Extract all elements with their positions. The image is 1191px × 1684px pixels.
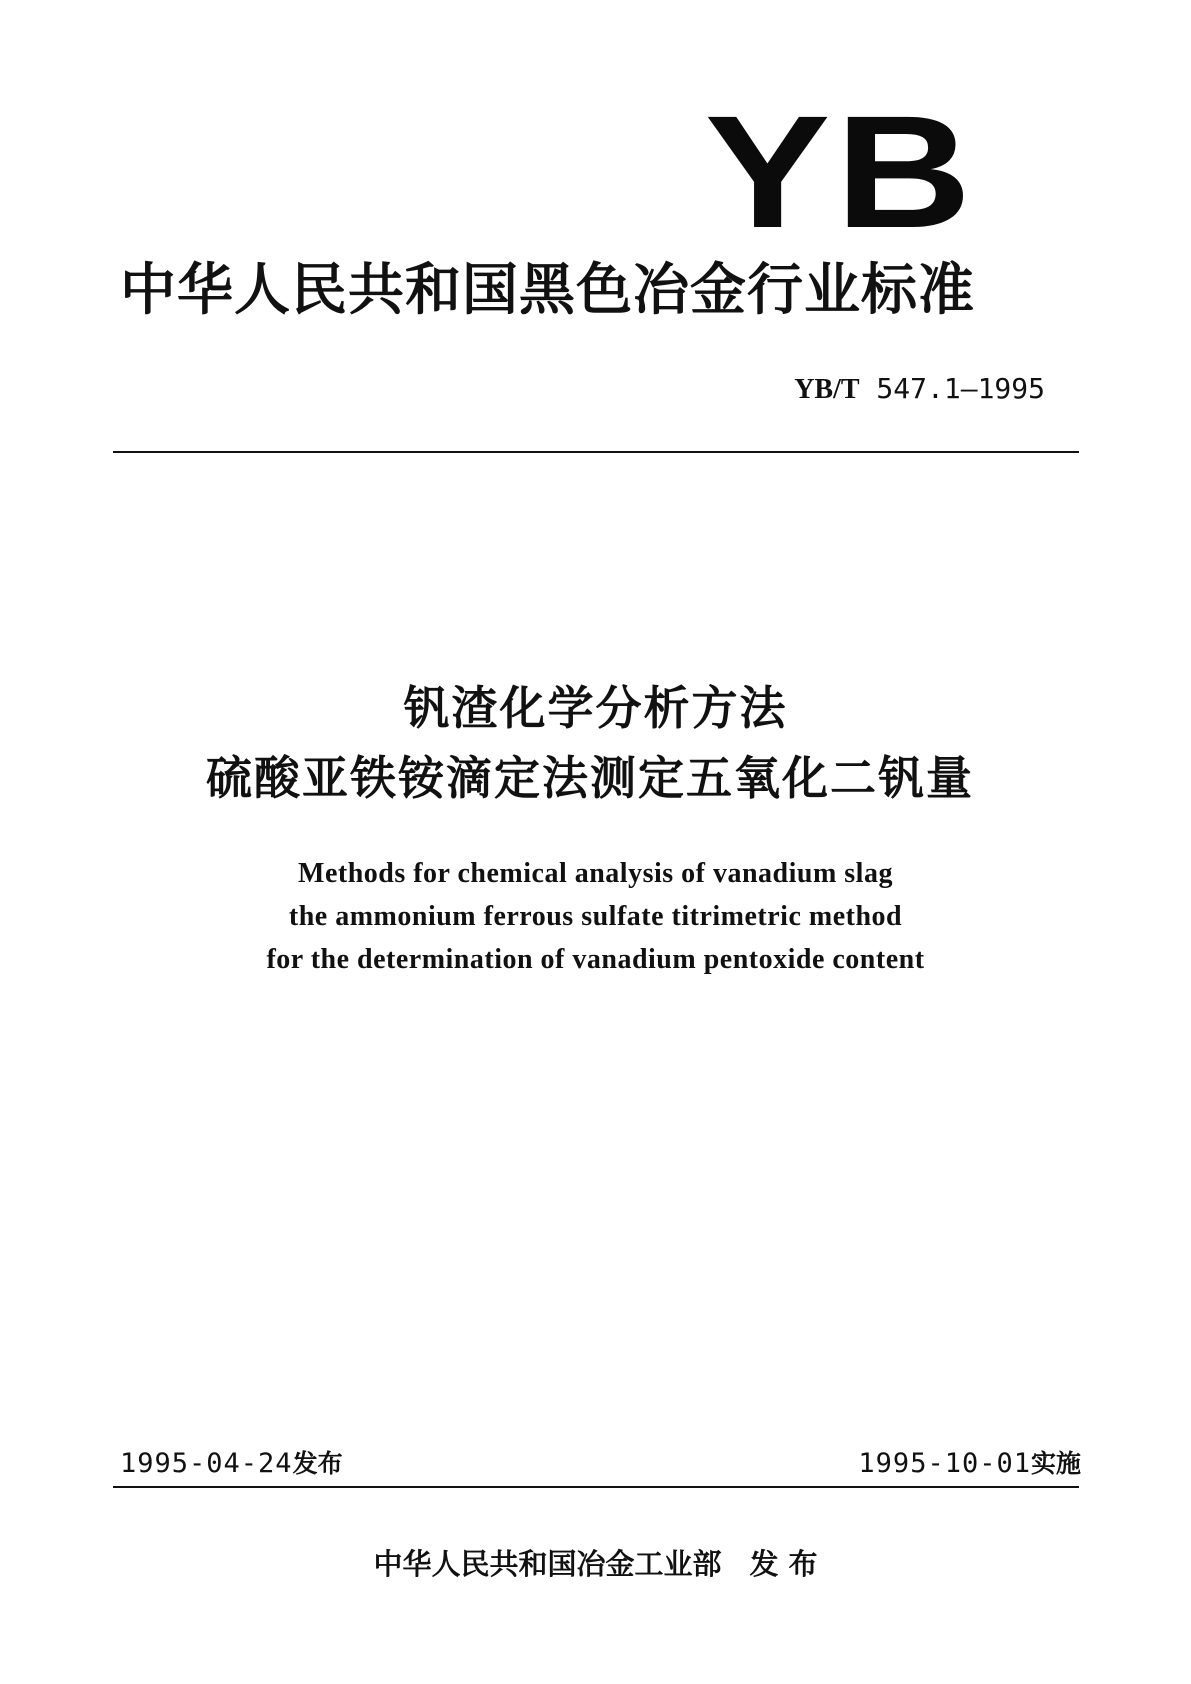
bottom-divider xyxy=(113,1486,1079,1488)
issue-date-value: 1995-04-24 xyxy=(120,1448,293,1479)
standard-number-code: 547.1—1995 xyxy=(876,372,1045,405)
standard-number-prefix: YB/T xyxy=(794,374,860,405)
title-en-line1: Methods for chemical analysis of vanadium slag xyxy=(298,858,893,889)
top-divider xyxy=(113,451,1079,453)
publisher xyxy=(0,1547,1191,1581)
issue-date-label: 发布 xyxy=(292,1449,343,1478)
title-en-line3: for the determination of vanadium pentoxide content xyxy=(266,944,925,975)
title-en-line2: the ammonium ferrous sulfate titrimetric method xyxy=(288,901,903,932)
title-zh-line2: 硫酸亚铁铵滴定法测定五氧化二钒量 xyxy=(206,751,974,805)
publisher-name: 中华人民共和国冶金工业部 xyxy=(373,1547,722,1581)
publish-label: 发 布 xyxy=(749,1547,818,1581)
title-zh-line1: 钒渣化学分析方法 xyxy=(403,681,788,735)
organization-title: 中华人民共和国黑色冶金行业标准 xyxy=(120,258,975,323)
issue-date xyxy=(120,1450,343,1477)
implementation-date-value: 1995-10-01 xyxy=(858,1448,1031,1479)
implementation-date-label: 实施 xyxy=(1030,1449,1081,1478)
yb-logo: YB xyxy=(704,82,976,261)
standard-number xyxy=(794,372,1045,405)
implementation-date xyxy=(858,1450,1081,1477)
